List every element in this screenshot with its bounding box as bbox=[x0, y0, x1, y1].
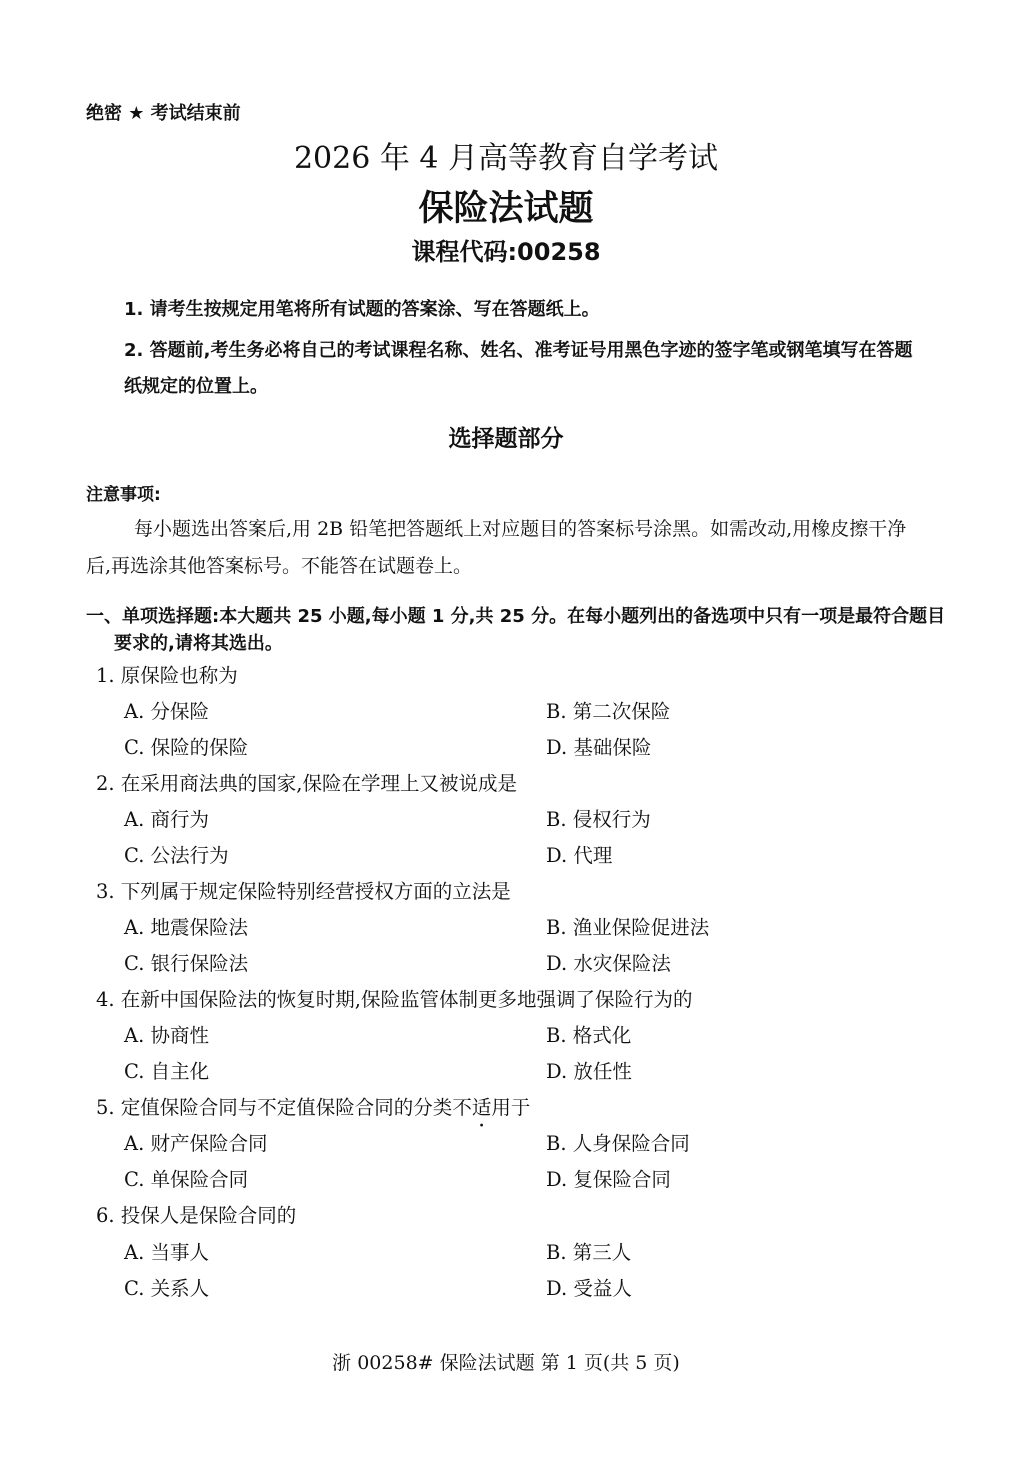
question-4-option-a: A. 协商性 bbox=[124, 1024, 209, 1047]
question-5-option-a: A. 财产保险合同 bbox=[124, 1132, 268, 1155]
confidential-label: 绝密 ★ 考试结束前 bbox=[86, 103, 241, 124]
section-title: 选择题部分 bbox=[448, 426, 564, 452]
question-1-option-a: A. 分保险 bbox=[124, 700, 209, 723]
question-1: 1. 原保险也称为 bbox=[96, 664, 238, 687]
question-4-option-b: B. 格式化 bbox=[546, 1024, 632, 1047]
question-6-option-b: B. 第三人 bbox=[546, 1241, 632, 1264]
subject-title: 保险法试题 bbox=[418, 189, 594, 229]
instruction-1: 1. 请考生按规定用笔将所有试题的答案涂、写在答题纸上。 bbox=[124, 299, 600, 320]
question-6: 6. 投保人是保险合同的 bbox=[96, 1204, 297, 1227]
notice-body: 每小题选出答案后,用 2B 铅笔把答题纸上对应题目的答案标号涂黑。如需改动,用橡皮擦干净后,再选涂其他答案标号。不能答在试题卷上。 bbox=[86, 518, 907, 577]
question-3-option-a: A. 地震保险法 bbox=[124, 916, 248, 939]
question-1-option-b: B. 第二次保险 bbox=[546, 700, 671, 723]
question-5-stem-post: 于 bbox=[510, 1096, 531, 1119]
exam-title: 2026 年 4 月高等教育自学考试 bbox=[293, 141, 719, 176]
question-4-option-d: D. 放任性 bbox=[546, 1060, 632, 1083]
question-1-option-d: D. 基础保险 bbox=[546, 736, 652, 759]
question-2-option-b: B. 侵权行为 bbox=[546, 808, 651, 831]
question-6-option-a: A. 当事人 bbox=[124, 1241, 209, 1264]
part-one-title: 一、单项选择题:本大题共 25 小题,每小题 1 分,共 25 分。在每小题列出的备选项中只有一项是最符合题目要求的,请将其选出。 bbox=[86, 606, 946, 654]
question-5-option-d: D. 复保险合同 bbox=[546, 1168, 671, 1191]
question-4-option-c: C. 自主化 bbox=[124, 1060, 210, 1083]
question-4: 4. 在新中国保险法的恢复时期,保险监管体制更多地强调了保险行为的 bbox=[96, 988, 693, 1011]
question-5-stem-pre: 5. 定值保险合同与不定值保险合同的分类 bbox=[96, 1096, 453, 1119]
question-6-option-d: D. 受益人 bbox=[546, 1277, 632, 1300]
question-2-option-a: A. 商行为 bbox=[124, 808, 209, 831]
question-3-option-d: D. 水灾保险法 bbox=[546, 952, 671, 975]
notice-label: 注意事项: bbox=[86, 485, 161, 505]
question-6-option-c: C. 关系人 bbox=[124, 1277, 210, 1300]
page-footer: 浙 00258# 保险法试题 第 1 页(共 5 页) bbox=[332, 1352, 680, 1374]
instruction-2: 2. 答题前,考生务必将自己的考试课程名称、姓名、准考证号用黑色字迹的签字笔或钢笔填写在答题纸规定的位置上。 bbox=[124, 340, 913, 397]
question-5-option-b: B. 人身保险合同 bbox=[546, 1132, 690, 1155]
question-1-option-c: C. 保险的保险 bbox=[124, 736, 249, 759]
question-5-option-c: C. 单保险合同 bbox=[124, 1168, 249, 1191]
question-5 bbox=[96, 1092, 530, 1120]
question-2-option-d: D. 代理 bbox=[546, 844, 613, 867]
question-5-stem-emphasis: 不适用 bbox=[452, 1096, 511, 1119]
question-3-option-c: C. 银行保险法 bbox=[124, 952, 249, 975]
question-3-option-b: B. 渔业保险促进法 bbox=[546, 916, 710, 939]
course-code: 课程代码:00258 bbox=[411, 238, 601, 266]
question-3: 3. 下列属于规定保险特别经营授权方面的立法是 bbox=[96, 880, 511, 903]
question-2: 2. 在采用商法典的国家,保险在学理上又被说成是 bbox=[96, 772, 518, 795]
question-2-option-c: C. 公法行为 bbox=[124, 844, 229, 867]
